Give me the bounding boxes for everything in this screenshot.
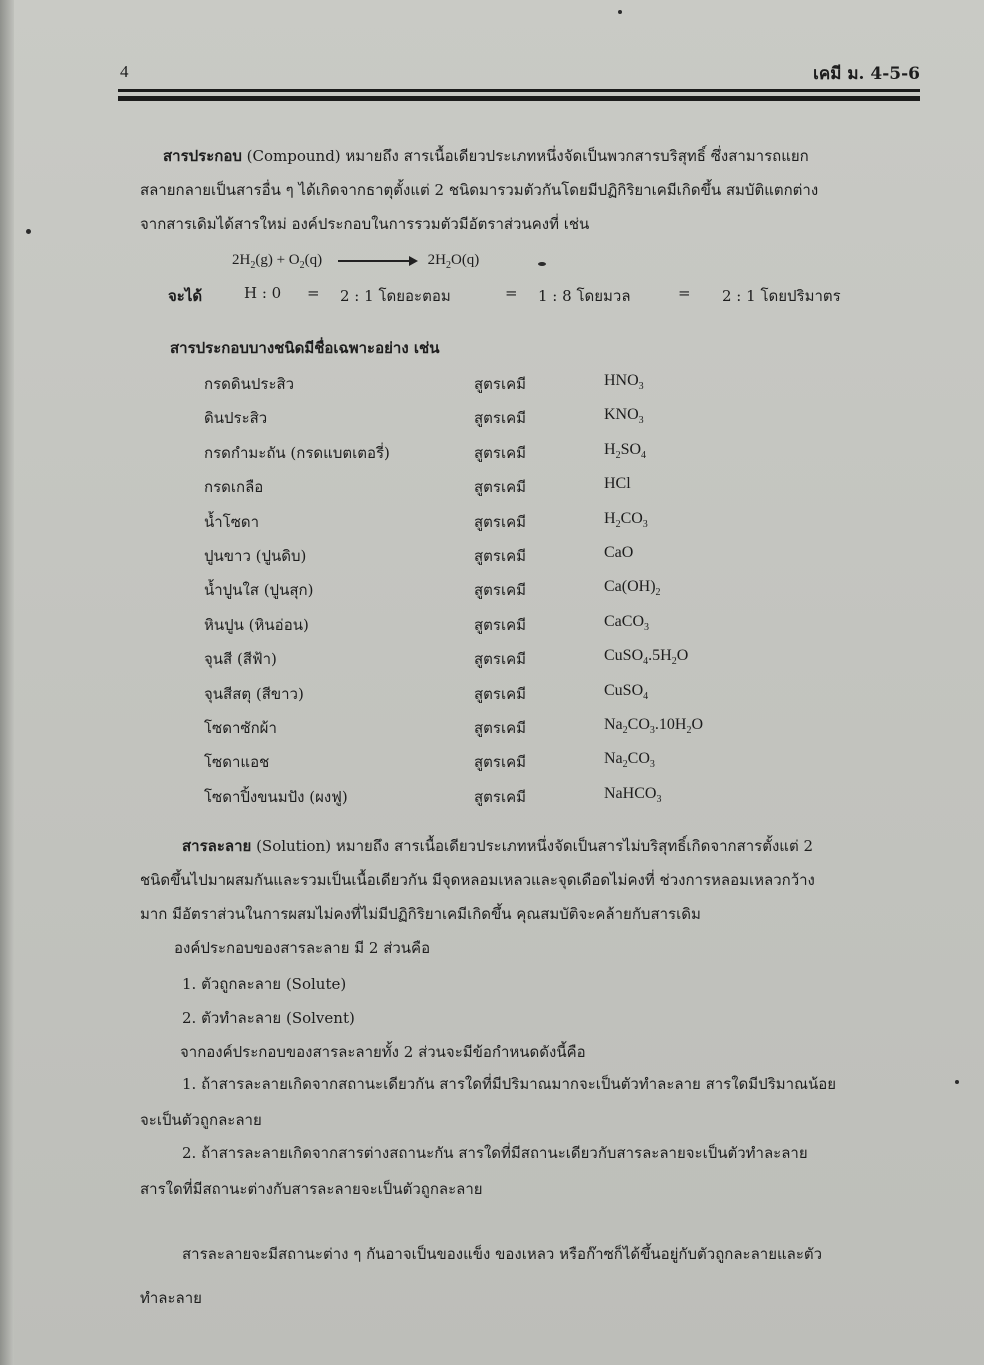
formula-label: สูตรเคมี [474, 684, 527, 703]
ratio-prefix: จะได้ [168, 287, 203, 305]
solution-rule1-line1: 1. ถ้าสารละลายเกิดจากสถานะเดียวกัน สารใดที่มีปริมาณมากจะเป็นตัวทำละลาย สารใดมีปริมาณน้อย [182, 1075, 837, 1093]
compound-name: กรดเกลือ [204, 478, 264, 497]
ink-speck [955, 1080, 959, 1084]
compound-term: สารประกอบ [163, 147, 242, 165]
compound-name: กรดดินประสิว [204, 375, 295, 393]
chemical-formula: $Na_2CO_3$ [604, 750, 655, 771]
ink-speck [26, 229, 31, 234]
eq-sub: 2 [299, 260, 305, 271]
chemical-equation [232, 252, 479, 271]
formula-label: สูตรเคมี [474, 650, 527, 669]
solution-rule-heading: จากองค์ประกอบของสารละลายทั้ง 2 ส่วนจะมีข้อกำหนดดังนี้คือ [180, 1043, 586, 1061]
compound-name: น้ำโซดา [204, 512, 260, 531]
compound-para-line1 [163, 146, 809, 166]
chemical-formula: CaCO$_3$ [604, 612, 649, 633]
solution-para-line3: มาก มีอัตราส่วนในการผสมไม่คงที่ไม่มีปฏิกิริยาเคมีเกิดขึ้น คุณสมบัติจะคล้ายกับสารเดิม [140, 905, 701, 923]
compound-row [0, 406, 984, 436]
formula-label: สูตรเคมี [474, 753, 527, 772]
header-rule-thick [118, 96, 920, 101]
chemical-formula: $CuSO_4.5H_2O$ [604, 647, 689, 668]
reaction-arrow-icon [338, 260, 416, 262]
ratio-equals: = [307, 284, 320, 302]
formula-label: สูตรเคมี [474, 581, 527, 600]
ratio-equals: = [505, 284, 518, 302]
eq-reactant1-state: (g) + O [255, 252, 300, 268]
chemical-formula: $HNO_3$ [604, 372, 644, 392]
compound-row [0, 613, 984, 643]
page-header [0, 60, 984, 90]
chemical-formula: $Ca(OH)_2$ [604, 578, 661, 599]
compound-name: จุนสีสตุ (สีขาว) [204, 684, 304, 703]
solution-rule2-line2: สารใดที่มีสถานะต่างกับสารละลายจะเป็นตัวถูกละลาย [140, 1180, 483, 1198]
solution-para-line2: ชนิดขึ้นไปมาผสมกันและรวมเป็นเนื้อเดียวกัน มีจุดหลอมเหลวและจุดเดือดไม่คงที่ ช่วงการหลอมเหลวกว้าง [140, 871, 815, 889]
formula-label: สูตรเคมี [474, 512, 527, 531]
compound-row [0, 682, 984, 712]
page-number: 4 [120, 62, 129, 81]
eq-reactant2-state: (q) [304, 252, 323, 268]
eq-sub: 2 [445, 260, 451, 271]
solution-states-line1: สารละลายจะมีสถานะต่าง ๆ กันอาจเป็นของแข็ง ของเหลว หรือก๊าซก็ได้ขึ้นอยู่กับตัวถูกละลายและตัว [182, 1245, 823, 1263]
formula-label: สูตรเคมี [474, 719, 527, 737]
solution-item-solvent: 2. ตัวทำละลาย (Solvent) [182, 1009, 355, 1027]
compound-para-line2: สลายกลายเป็นสารอื่น ๆ ได้เกิดจากธาตุตั้งแต่ 2 ชนิดมารวมตัวกันโดยมีปฏิกิริยาเคมีเกิดขึ้น สมบัติแตกต่าง [140, 181, 819, 199]
running-title: เคมี ม. 4-5-6 [813, 64, 920, 84]
formula-label: สูตรเคมี [474, 478, 527, 497]
formula-label: สูตรเคมี [474, 787, 527, 806]
eq-reactant1: 2H [232, 252, 251, 268]
compound-definition: (Compound) หมายถึง สารเนื้อเดียวประเภทหนึ่งจัดเป็นพวกสารบริสุทธิ์ ซึ่งสามารถแยก [241, 147, 809, 165]
compound-name: โซดาแอช [204, 753, 270, 772]
ratio-by-atom: 2 : 1 โดยอะตอม [340, 287, 451, 305]
eq-product-state: O(q) [450, 252, 480, 268]
solution-rule2-line1: 2. ถ้าสารละลายเกิดจากสารต่างสถานะกัน สารใดที่มีสถานะเดียวกับสารละลายจะเป็นตัวทำละลาย [182, 1144, 808, 1162]
ratio-elements: H : 0 [244, 284, 282, 302]
solution-term: สารละลาย [182, 837, 252, 855]
compound-name: กรดกำมะถัน (กรดแบตเตอรี่) [204, 443, 390, 462]
ratio-by-mass: 1 : 8 โดยมวล [538, 287, 631, 305]
compound-row [0, 647, 984, 677]
solution-components-heading: องค์ประกอบของสารละลาย มี 2 ส่วนคือ [174, 939, 431, 957]
formula-label: สูตรเคมี [474, 547, 527, 565]
solution-para-line1 [182, 836, 813, 856]
ink-speck [538, 262, 546, 266]
chemical-formula: $H_2CO_3$ [604, 509, 648, 530]
compound-name: โซดาปิ้งขนมปัง (ผงฟู) [204, 787, 348, 806]
compound-name: หินปูน (หินอ่อน) [204, 615, 309, 634]
ratio-line [0, 284, 984, 306]
ink-speck [618, 10, 622, 14]
eq-sub: 2 [250, 260, 256, 271]
compound-name: น้ำปูนใส (ปูนสุก) [204, 581, 314, 600]
chemical-formula: CuSO$_4$ [604, 681, 649, 702]
chemical-formula: CaO [604, 544, 634, 561]
special-names-heading: สารประกอบบางชนิดมีชื่อเฉพาะอย่าง เช่น [170, 339, 440, 357]
chemical-formula: $KNO_3$ [604, 406, 644, 427]
chemical-formula: $Na_2CO_3.10H_2O$ [604, 716, 704, 736]
compound-row [0, 544, 984, 574]
header-rule-thin [118, 89, 920, 92]
compound-row [0, 372, 984, 402]
eq-product: 2H [427, 252, 446, 268]
solution-rule1-line2: จะเป็นตัวถูกละลาย [140, 1111, 262, 1129]
compound-name: โซดาซักผ้า [204, 719, 277, 737]
solution-states-line2: ทำละลาย [140, 1289, 202, 1307]
formula-label: สูตรเคมี [474, 409, 527, 428]
ratio-equals: = [678, 284, 691, 302]
formula-label: สูตรเคมี [474, 375, 527, 393]
chemical-formula: NaHCO$_3$ [604, 784, 662, 805]
compound-row [0, 716, 984, 746]
compound-row [0, 785, 984, 815]
compound-row [0, 441, 984, 471]
compound-row [0, 475, 984, 505]
formula-label: สูตรเคมี [474, 443, 527, 462]
solution-item-solute: 1. ตัวถูกละลาย (Solute) [182, 975, 347, 993]
chemical-formula: HCl [604, 475, 631, 493]
compound-name: ปูนขาว (ปูนดิบ) [204, 547, 307, 565]
compound-row [0, 578, 984, 608]
compound-row [0, 750, 984, 780]
ratio-by-volume: 2 : 1 โดยปริมาตร [722, 287, 841, 305]
chemical-formula: $H_2SO_4$ [604, 440, 647, 461]
solution-definition: (Solution) หมายถึง สารเนื้อเดียวประเภทหนึ่งจัดเป็นสารไม่บริสุทธิ์เกิดจากสารตั้งแต่ 2 [251, 837, 814, 855]
compound-para-line3: จากสารเดิมได้สารใหม่ องค์ประกอบในการรวมตัวมีอัตราส่วนคงที่ เช่น [140, 215, 590, 233]
compound-row [0, 510, 984, 540]
compound-name: จุนสี (สีฟ้า) [204, 650, 277, 669]
compound-name: ดินประสิว [204, 409, 268, 428]
formula-label: สูตรเคมี [474, 615, 527, 634]
